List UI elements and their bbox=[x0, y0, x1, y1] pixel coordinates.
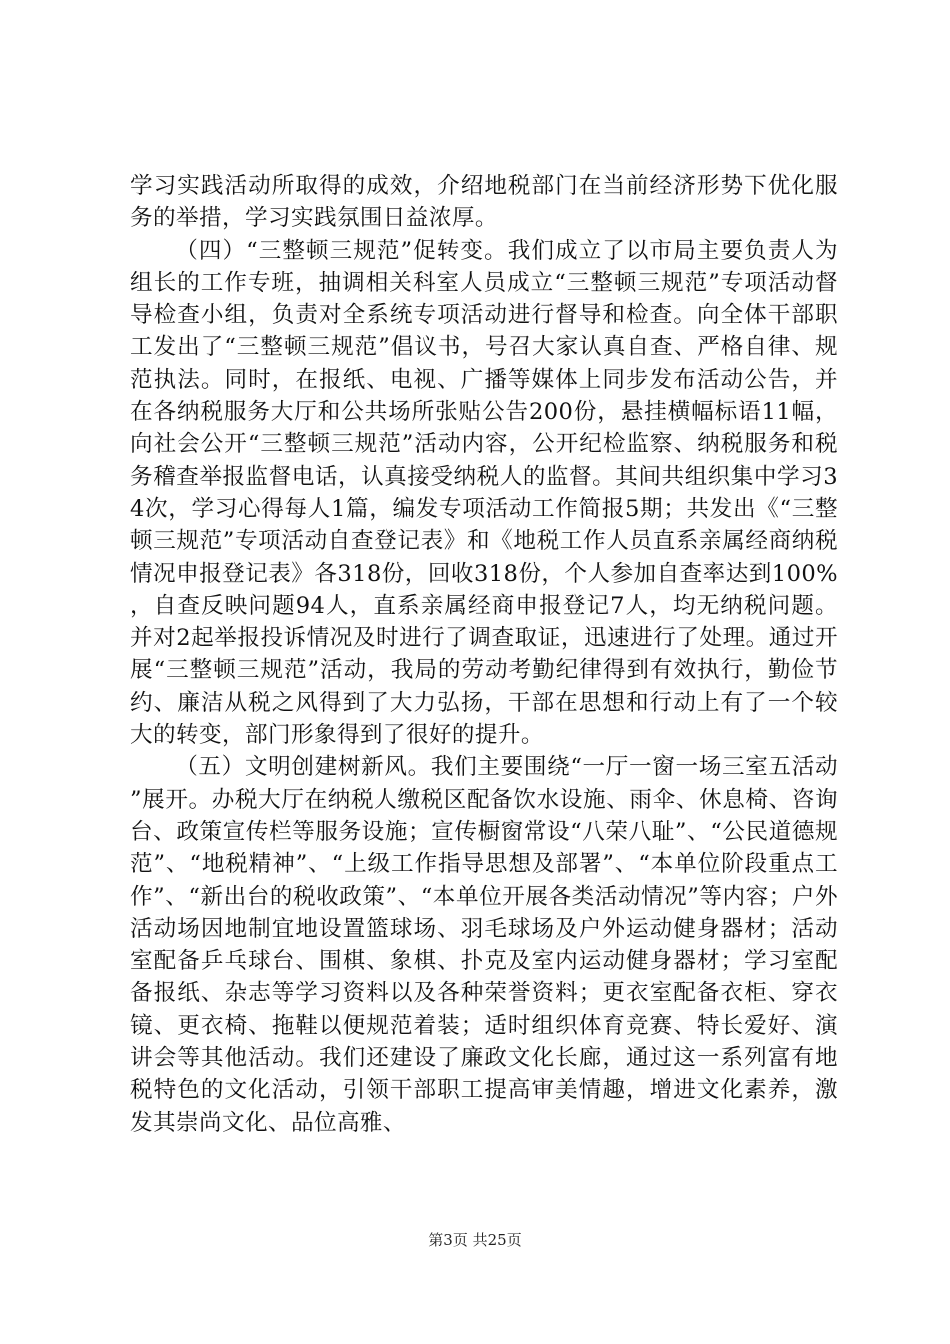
paragraph-continuation: 学习实践活动所取得的成效，介绍地税部门在当前经济形势下优化服务的举措，学习实践氛围日益浓厚。 bbox=[130, 173, 838, 232]
document-body bbox=[130, 170, 838, 1139]
paragraph-section-four: （四）“三整顿三规范”促转变。我们成立了以市局主要负责人为组长的工作专班，抽调相关科室人员成立“三整顿三规范”专项活动督导检查小组，负责对全系统专项活动进行督导和检查。向全体干部职工发出了“三整顿三规范”倡议书，号召大家认真自查、严格自律、规范执法。同时，在报纸、电视、广播等媒体上同步发布活动公告，并在各纳税服务大厅和公共场所张贴公告200份，悬挂横幅标语11幅，向社会公开“三整顿三规范”活动内容，公开纪检监察、纳税服务和税务稽查举报监督电话，认真接受纳税人的监督。其间共组织集中学习34次，学习心得每人1篇，编发专项活动工作简报5期；共发出《“三整顿三规范”专项活动自查登记表》和《地税工作人员直系亲属经商纳税情况申报登记表》各318份，回收318份，个人参加自查率达到100%，自查反映问题94人，直系亲属经商申报登记7人，均无纳税问题。并对2起举报投诉情况及时进行了调查取证，迅速进行了处理。通过开展“三整顿三规范”活动，我局的劳动考勤纪律得到有效执行，勤俭节约、廉洁从税之风得到了大力弘扬，干部在思想和行动上有了一个较大的转变，部门形象得到了很好的提升。 bbox=[130, 237, 838, 749]
paragraph-section-five: （五）文明创建树新风。我们主要围绕“一厅一窗一场三室五活动”展开。办税大厅在纳税人缴税区配备饮水设施、雨伞、休息椅、咨询台、政策宣传栏等服务设施；宣传橱窗常设“八荣八耻”、“公民道德规范”、“地税精神”、“上级工作指导思想及部署”、“本单位阶段重点工作”、“新出台的税收政策”、“本单位开展各类活动情况”等内容；户外活动场因地制宜地设置篮球场、羽毛球场及户外运动健身器材；活动室配备乒乓球台、围棋、象棋、扑克及室内运动健身器材；学习室配备报纸、杂志等学习资料以及各种荣誉资料；更衣室配备衣柜、穿衣镜、更衣椅、拖鞋以便规范着装；适时组织体育竞赛、特长爱好、演讲会等其他活动。我们还建设了廉政文化长廊，通过这一系列富有地税特色的文化活动，引领干部职工提高审美情趣，增进文化素养，激发其崇尚文化、品位高雅、 bbox=[130, 754, 838, 1136]
page-footer: 第3页 共25页 bbox=[428, 1231, 522, 1249]
